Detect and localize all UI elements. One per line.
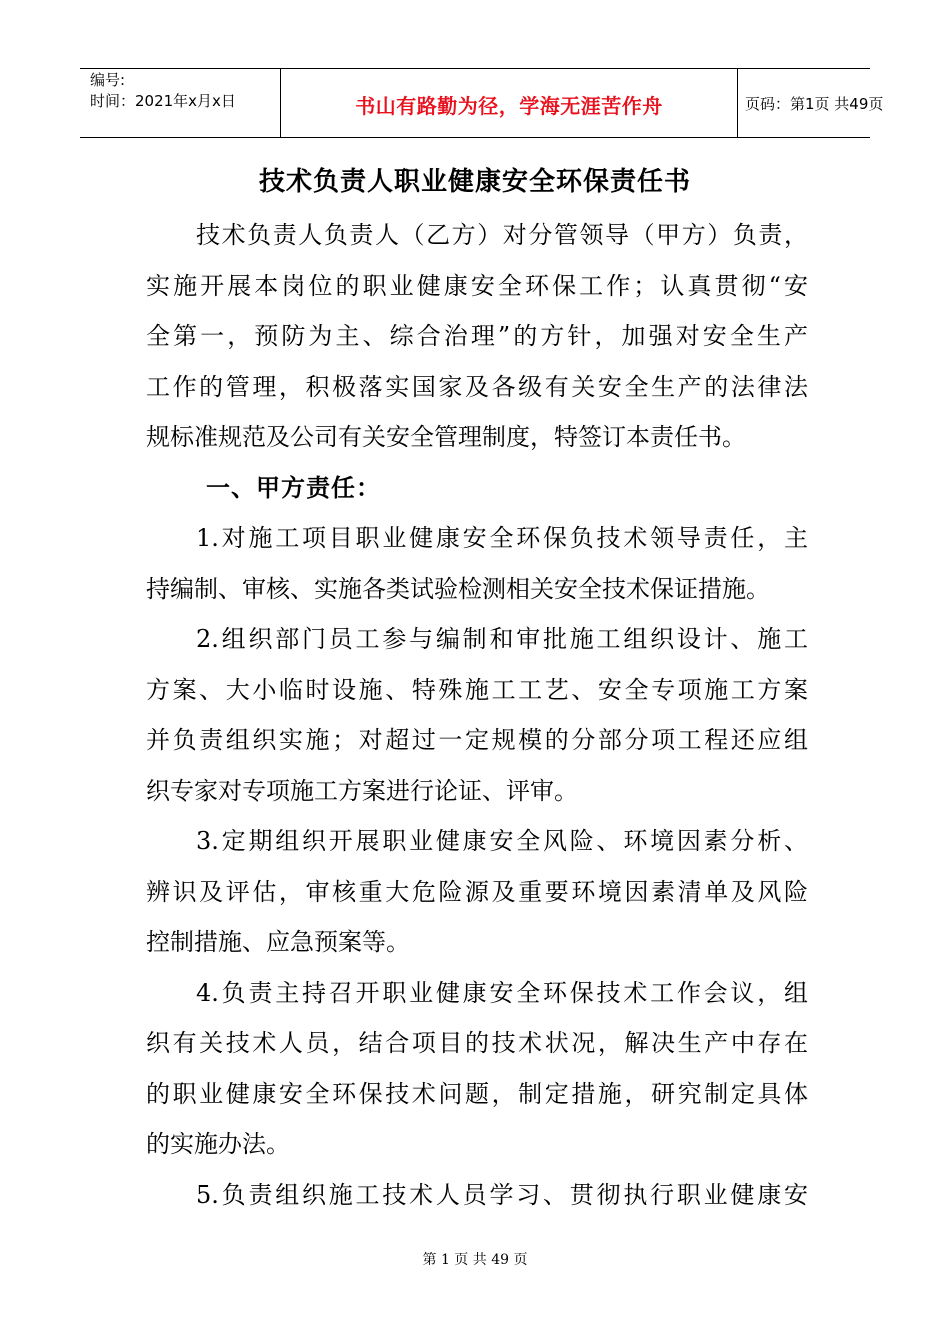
page-footer: 第 1 页 共 49 页 [422, 1252, 528, 1268]
item-line: 2.组织部门员工参与编制和审批施工组织设计、施工 [196, 625, 808, 653]
header-motto-cell [280, 69, 738, 137]
item-line: 持编制、审核、实施各类试验检测相关安全技术保证措施。 [146, 574, 770, 603]
item-line: 织专家对专项施工方案进行论证、评审。 [146, 776, 578, 805]
intro-line: 技术负责人负责人（乙方）对分管领导（甲方）负责， [196, 221, 808, 249]
item-line: 3.定期组织开展职业健康安全风险、环境因素分析、 [196, 827, 808, 855]
motto-text: 书山有路勤为径，学海无涯苦作舟 [355, 94, 663, 118]
page-code: 页码：第1页 共49页 [745, 95, 884, 113]
intro-line: 工作的管理，积极落实国家及各级有关安全生产的法律法 [146, 372, 808, 401]
header-table [80, 68, 884, 138]
document-number-label: 编号: [90, 71, 126, 89]
item-line: 5.负责组织施工技术人员学习、贯彻执行职业健康安 [196, 1180, 808, 1209]
item-line: 辨识及评估，审核重大危险源及重要环境因素清单及风险 [146, 877, 808, 906]
item-line: 的职业健康安全环保技术问题，制定措施，研究制定具体 [146, 1079, 808, 1108]
item-line: 并负责组织实施；对超过一定规模的分部分项工程还应组 [146, 726, 808, 754]
header-page-cell [737, 69, 884, 137]
header-meta-cell [80, 69, 280, 137]
item-line: 的实施办法。 [146, 1130, 290, 1158]
document-body [146, 210, 808, 1220]
item-line: 方案、大小临时设施、特殊施工工艺、安全专项施工方案 [146, 675, 808, 704]
section-heading: 一、甲方责任： [206, 473, 381, 502]
item-line: 织有关技术人员，结合项目的技术状况，解决生产中存在 [146, 1029, 808, 1057]
intro-line: 实施开展本岗位的职业健康安全环保工作；认真贯彻“安 [146, 271, 808, 300]
intro-line: 规标准规范及公司有关安全管理制度，特签订本责任书。 [146, 423, 746, 451]
item-line: 4.负责主持召开职业健康安全环保技术工作会议，组 [196, 978, 808, 1007]
item-line: 1.对施工项目职业健康安全环保负技术领导责任，主 [196, 524, 808, 552]
page-title: 技术负责人职业健康安全环保责任书 [258, 167, 691, 197]
intro-line: 全第一，预防为主、综合治理”的方针，加强对安全生产 [146, 322, 808, 350]
item-line: 控制措施、应急预案等。 [146, 928, 410, 956]
document-date: 时间：2021年x月x日 [90, 92, 236, 110]
